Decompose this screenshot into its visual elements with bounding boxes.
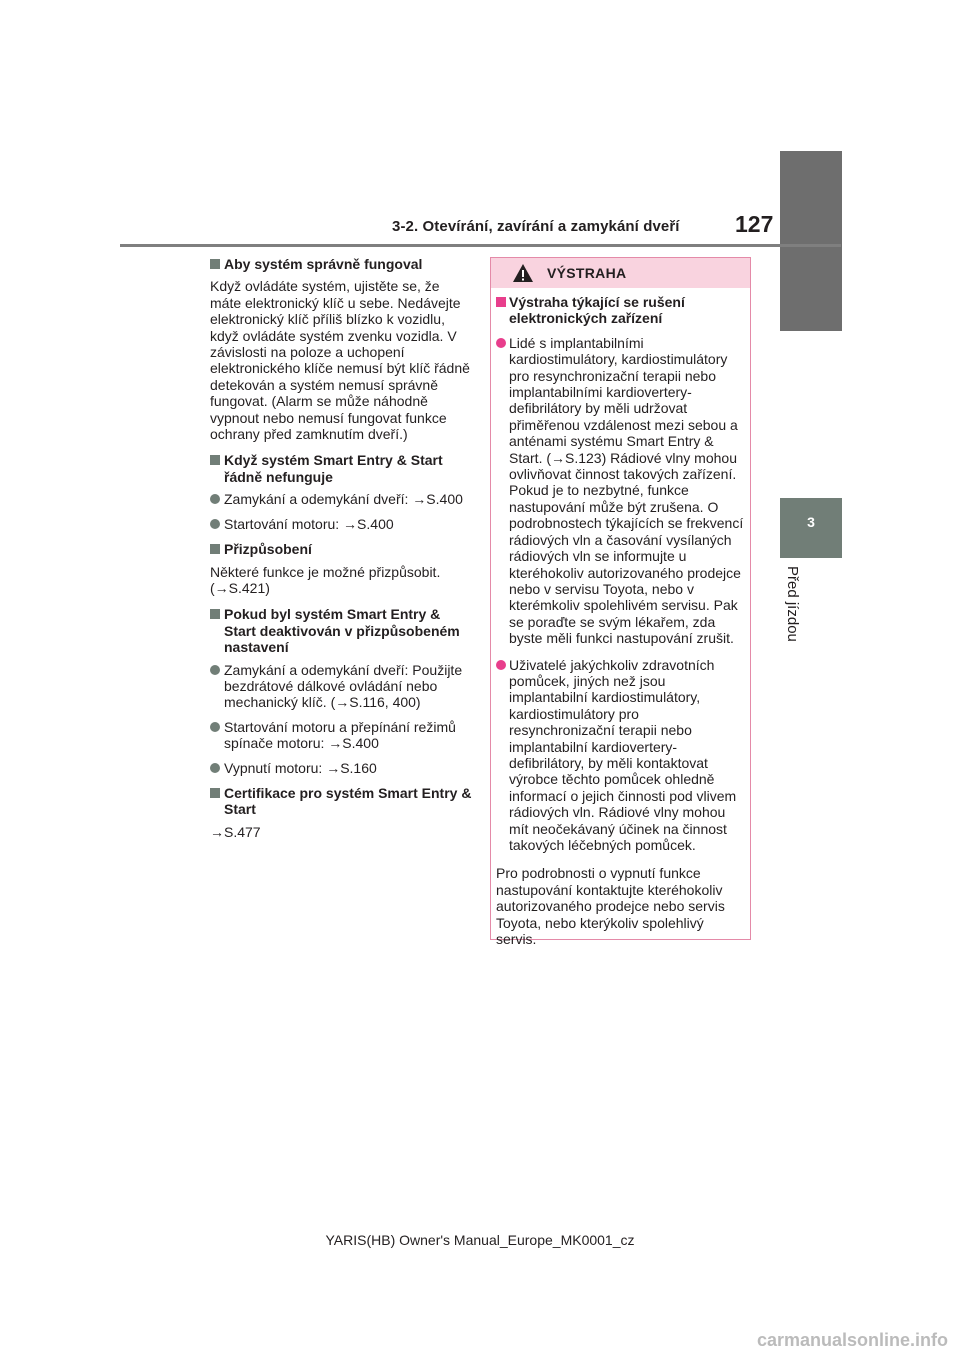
paragraph: →S.477 [210,823,261,840]
round-bullet-icon [210,494,220,504]
chapter-label: Před jízdou [784,566,801,642]
round-bullet-icon [210,722,220,732]
square-bullet-icon [210,788,220,798]
round-bullet-icon [210,519,220,529]
list-item: Zamykání a odemykání dveří: Použijte bezdrátové dálkové ovládání nebo mechanický klíč. (→S.116, 400) [210,662,472,711]
warning-header [491,258,750,288]
paragraph: Některé funkce je možné přizpůsobit. (→S.421) [210,563,441,596]
list-item: Startování motoru: →S.400 [210,516,472,532]
list-item: Zamykání a odemykání dveří: →S.400 [210,491,472,507]
section-title: 3-2. Otevírání, zavírání a zamykání dveří [392,218,680,235]
square-bullet-icon [210,609,220,619]
warning-list-item: Lidé s implantabilními kardiostimulátory, kardiostimulátory pro resynchronizační terapii nebo implantabilními kardiovertery-defibrilátory by měli udržovat přiměřenou vzdálenost mezi sebou a anténami systému Smart Entry & Start. (→S.123) Rádiové vlny mohou ovlivňovat činnost takových zařízení. Pokud je to nezbytné, funkce nastupování může být zrušena. O podrobnostech týkajících se frekvencí rádiových vln a časování vysílaných rádiových vln se informujte u kteréhokoliv autorizovaného prodejce nebo v servisu Toyota, nebo v kterémkoliv spolehlivém servisu. Pak se poraďte se svým lékařem, zda byste měli funkci nastupování zrušit. [496,335,744,647]
warning-heading: Výstraha týkající se rušení elektronických zařízení [496,294,744,327]
warning-footer-paragraph: Pro podrobnosti o vypnutí funkce nastupování kontaktujte kteréhokoliv autorizovaného prodejce nebo servis Toyota, nebo kterýkoliv spolehlivý servis. [496,865,725,948]
warning-box [490,257,751,948]
list-item: Startování motoru a přepínání režimů spínače motoru: →S.400 [210,719,472,752]
round-bullet-icon [210,665,220,675]
section-heading: Certifikace pro systém Smart Entry & Start [210,785,472,818]
section-heading: Pokud byl systém Smart Entry & Start deaktivován v přizpůsobeném nastavení [210,606,472,655]
page-number: 127 [735,211,774,237]
warning-content [491,288,750,947]
square-bullet-icon [210,544,220,554]
left-column [210,256,472,840]
paragraph: Když ovládáte systém, ujistěte se, že máte elektronický klíč u sebe. Nedávejte elektronický klíč příliš blízko k vozidlu, když ovládáte systém zvenku vozidla. V závislosti na poloze a uchopení elektronického klíče nemusí být klíč řádně detekován a systém nemusí správně fungovat. (Alarm se může náhodně vypnout nebo nemusí fungovat funkce ochrany před zamknutím dveří.) [210,278,470,443]
section-heading: Přizpůsobení [210,541,472,557]
side-tab-top-bar [780,151,842,331]
section-heading: Když systém Smart Entry & Start řádně nefunguje [210,452,472,485]
section-heading: Aby systém správně fungoval [210,256,472,272]
square-bullet-icon [210,455,220,465]
square-bullet-icon [210,259,220,269]
chapter-number: 3 [807,514,815,530]
manual-footer: YARIS(HB) Owner's Manual_Europe_MK0001_cz [325,1232,635,1248]
round-bullet-icon [210,763,220,773]
warning-title: VÝSTRAHA [547,265,627,281]
warning-list-item: Uživatelé jakýchkoliv zdravotních pomůcek, jiných než jsou implantabilní kardiostimulátory, kardiostimulátory pro resynchronizační terapii nebo implantabilní kardiovertery-defibrilátory, by měli kontaktovat výrobce těchto pomůcek ohledně informací o jejich činnosti pod vlivem rádiových vln. Rádiové vlny mohou mít neočekávaný účinek na činnost takových léčebných pomůcek. [496,657,744,854]
square-bullet-icon [496,297,506,307]
round-bullet-icon [496,660,506,670]
header-divider [120,244,841,247]
warning-triangle-icon [512,263,534,288]
list-item: Vypnutí motoru: →S.160 [210,760,472,776]
watermark: carmanualsonline.info [756,1330,948,1350]
round-bullet-icon [496,338,506,348]
